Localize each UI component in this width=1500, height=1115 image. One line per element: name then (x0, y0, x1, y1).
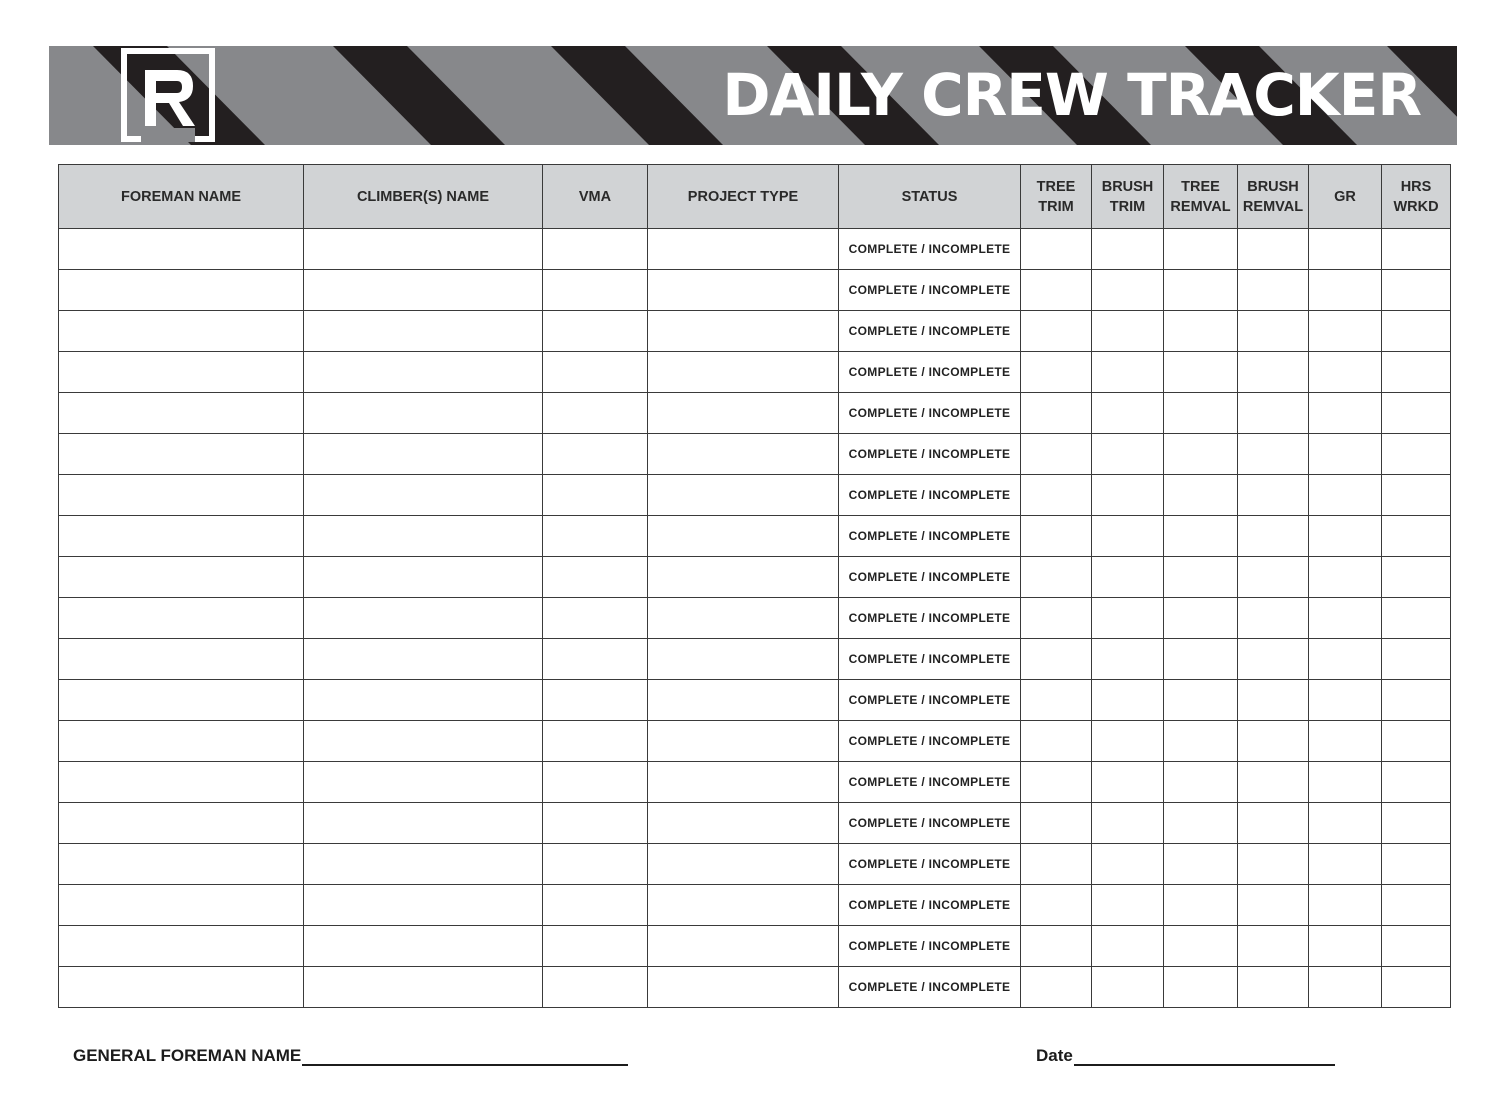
column-header-climbers (304, 165, 543, 229)
brush-remval-cell[interactable] (1238, 844, 1309, 885)
foreman-cell[interactable] (59, 885, 304, 926)
hrs-wrkd-cell[interactable] (1382, 721, 1451, 762)
column-header-vma (543, 165, 648, 229)
status-cell[interactable]: COMPLETE / INCOMPLETE (839, 680, 1021, 721)
tree-remval-cell[interactable] (1164, 967, 1238, 1008)
column-header-foreman (59, 165, 304, 229)
foreman-cell[interactable] (59, 598, 304, 639)
column-header-brush-trim (1092, 165, 1164, 229)
table-row (59, 393, 1451, 434)
table-header-row (59, 165, 1451, 229)
brush-trim-cell[interactable] (1092, 229, 1164, 270)
tree-trim-cell[interactable] (1021, 639, 1092, 680)
gr-cell[interactable] (1309, 721, 1382, 762)
table-row (59, 311, 1451, 352)
gr-cell[interactable] (1309, 270, 1382, 311)
tree-trim-cell[interactable] (1021, 229, 1092, 270)
project-type-cell[interactable] (648, 967, 839, 1008)
status-cell[interactable]: COMPLETE / INCOMPLETE (839, 475, 1021, 516)
tree-remval-cell[interactable] (1164, 762, 1238, 803)
column-header-text: BRUSH (1101, 178, 1154, 195)
date-line[interactable] (1074, 1044, 1335, 1066)
vma-cell[interactable] (543, 270, 648, 311)
table-row (59, 434, 1451, 475)
foreman-cell[interactable] (59, 434, 304, 475)
hrs-wrkd-cell[interactable] (1382, 762, 1451, 803)
gr-cell[interactable] (1309, 926, 1382, 967)
column-header-text: GR (1334, 188, 1356, 205)
column-header-text: STATUS (901, 188, 958, 205)
brush-trim-cell[interactable] (1092, 803, 1164, 844)
brush-trim-cell[interactable] (1092, 680, 1164, 721)
tree-trim-cell[interactable] (1021, 926, 1092, 967)
column-header-text: REMVAL (1170, 198, 1231, 215)
gr-cell[interactable] (1309, 229, 1382, 270)
gr-cell[interactable] (1309, 557, 1382, 598)
tree-trim-cell[interactable] (1021, 270, 1092, 311)
table-row (59, 926, 1451, 967)
status-cell[interactable]: COMPLETE / INCOMPLETE (839, 885, 1021, 926)
brush-remval-cell[interactable] (1238, 721, 1309, 762)
vma-cell[interactable] (543, 803, 648, 844)
tree-remval-cell[interactable] (1164, 393, 1238, 434)
column-header-text: BRUSH (1247, 178, 1299, 195)
brush-remval-cell[interactable] (1238, 639, 1309, 680)
vma-cell[interactable] (543, 557, 648, 598)
vma-cell[interactable] (543, 762, 648, 803)
gr-cell[interactable] (1309, 803, 1382, 844)
foreman-cell[interactable] (59, 557, 304, 598)
gr-cell[interactable] (1309, 680, 1382, 721)
tree-trim-cell[interactable] (1021, 721, 1092, 762)
gr-cell[interactable] (1309, 311, 1382, 352)
table-row (59, 680, 1451, 721)
hrs-wrkd-cell[interactable] (1382, 885, 1451, 926)
brush-trim-cell[interactable] (1092, 270, 1164, 311)
vma-cell[interactable] (543, 516, 648, 557)
brush-trim-cell[interactable] (1092, 393, 1164, 434)
vma-cell[interactable] (543, 393, 648, 434)
status-cell[interactable]: COMPLETE / INCOMPLETE (839, 803, 1021, 844)
brush-remval-cell[interactable] (1238, 926, 1309, 967)
column-header-text: HRS (1400, 178, 1432, 195)
gr-cell[interactable] (1309, 516, 1382, 557)
tree-remval-cell[interactable] (1164, 229, 1238, 270)
project-type-cell[interactable] (648, 680, 839, 721)
table-row (59, 270, 1451, 311)
column-header-text: TREE (1181, 178, 1220, 195)
tree-trim-cell[interactable] (1021, 516, 1092, 557)
brush-trim-cell[interactable] (1092, 926, 1164, 967)
climbers-cell[interactable] (304, 844, 543, 885)
brush-trim-cell[interactable] (1092, 352, 1164, 393)
brush-trim-cell[interactable] (1092, 721, 1164, 762)
status-cell[interactable]: COMPLETE / INCOMPLETE (839, 844, 1021, 885)
climbers-cell[interactable] (304, 762, 543, 803)
brush-trim-cell[interactable] (1092, 844, 1164, 885)
foreman-cell[interactable] (59, 475, 304, 516)
table-row (59, 557, 1451, 598)
hrs-wrkd-cell[interactable] (1382, 393, 1451, 434)
climbers-cell[interactable] (304, 926, 543, 967)
status-cell[interactable]: COMPLETE / INCOMPLETE (839, 229, 1021, 270)
date-label: Date (1036, 1046, 1073, 1065)
vma-cell[interactable] (543, 844, 648, 885)
gr-cell[interactable] (1309, 475, 1382, 516)
climbers-cell[interactable] (304, 475, 543, 516)
brush-remval-cell[interactable] (1238, 434, 1309, 475)
project-type-cell[interactable] (648, 926, 839, 967)
vma-cell[interactable] (543, 598, 648, 639)
brush-trim-cell[interactable] (1092, 762, 1164, 803)
climbers-cell[interactable] (304, 967, 543, 1008)
hrs-wrkd-cell[interactable] (1382, 844, 1451, 885)
project-type-cell[interactable] (648, 516, 839, 557)
brush-trim-cell[interactable] (1092, 557, 1164, 598)
project-type-cell[interactable] (648, 352, 839, 393)
tree-remval-cell[interactable] (1164, 352, 1238, 393)
table-row (59, 762, 1451, 803)
gr-cell[interactable] (1309, 598, 1382, 639)
table-row (59, 229, 1451, 270)
hrs-wrkd-cell[interactable] (1382, 516, 1451, 557)
brush-trim-cell[interactable] (1092, 434, 1164, 475)
brush-remval-cell[interactable] (1238, 680, 1309, 721)
hrs-wrkd-cell[interactable] (1382, 639, 1451, 680)
tree-trim-cell[interactable] (1021, 803, 1092, 844)
foreman-cell[interactable] (59, 803, 304, 844)
tree-remval-cell[interactable] (1164, 885, 1238, 926)
hrs-wrkd-cell[interactable] (1382, 311, 1451, 352)
table-row (59, 721, 1451, 762)
climbers-cell[interactable] (304, 598, 543, 639)
tree-remval-cell[interactable] (1164, 803, 1238, 844)
brush-remval-cell[interactable] (1238, 393, 1309, 434)
tree-trim-cell[interactable] (1021, 598, 1092, 639)
table-row (59, 885, 1451, 926)
foreman-cell[interactable] (59, 311, 304, 352)
gr-cell[interactable] (1309, 639, 1382, 680)
foreman-cell[interactable] (59, 639, 304, 680)
status-cell[interactable]: COMPLETE / INCOMPLETE (839, 557, 1021, 598)
status-cell[interactable]: COMPLETE / INCOMPLETE (839, 270, 1021, 311)
tree-remval-cell[interactable] (1164, 926, 1238, 967)
climbers-cell[interactable] (304, 311, 543, 352)
column-header-tree-trim (1021, 165, 1092, 229)
column-header-brush-remval (1238, 165, 1309, 229)
project-type-cell[interactable] (648, 803, 839, 844)
foreman-cell[interactable] (59, 393, 304, 434)
climbers-cell[interactable] (304, 270, 543, 311)
vma-cell[interactable] (543, 475, 648, 516)
vma-cell[interactable] (543, 967, 648, 1008)
project-type-cell[interactable] (648, 393, 839, 434)
climbers-cell[interactable] (304, 639, 543, 680)
gr-cell[interactable] (1309, 844, 1382, 885)
status-cell[interactable]: COMPLETE / INCOMPLETE (839, 598, 1021, 639)
table-row (59, 475, 1451, 516)
table-row (59, 352, 1451, 393)
project-type-cell[interactable] (648, 557, 839, 598)
project-type-cell[interactable] (648, 598, 839, 639)
hrs-wrkd-cell[interactable] (1382, 680, 1451, 721)
foreman-cell[interactable] (59, 844, 304, 885)
brush-remval-cell[interactable] (1238, 352, 1309, 393)
status-cell[interactable]: COMPLETE / INCOMPLETE (839, 352, 1021, 393)
brush-remval-cell[interactable] (1238, 270, 1309, 311)
crew-tracker-table (58, 164, 1451, 1008)
hrs-wrkd-cell[interactable] (1382, 270, 1451, 311)
status-cell[interactable]: COMPLETE / INCOMPLETE (839, 311, 1021, 352)
column-header-text: CLIMBER(S) NAME (356, 188, 490, 205)
company-logo-icon (121, 48, 215, 144)
column-header-status (839, 165, 1021, 229)
brush-remval-cell[interactable] (1238, 803, 1309, 844)
tree-trim-cell[interactable] (1021, 680, 1092, 721)
hrs-wrkd-cell[interactable] (1382, 229, 1451, 270)
foreman-cell[interactable] (59, 352, 304, 393)
project-type-cell[interactable] (648, 762, 839, 803)
tree-trim-cell[interactable] (1021, 557, 1092, 598)
vma-cell[interactable] (543, 721, 648, 762)
table-row (59, 639, 1451, 680)
brush-remval-cell[interactable] (1238, 885, 1309, 926)
climbers-cell[interactable] (304, 803, 543, 844)
status-cell[interactable]: COMPLETE / INCOMPLETE (839, 762, 1021, 803)
column-header-text: FOREMAN NAME (120, 188, 242, 205)
brush-trim-cell[interactable] (1092, 639, 1164, 680)
status-cell[interactable]: COMPLETE / INCOMPLETE (839, 393, 1021, 434)
brush-remval-cell[interactable] (1238, 311, 1309, 352)
brush-remval-cell[interactable] (1238, 762, 1309, 803)
brush-remval-cell[interactable] (1238, 967, 1309, 1008)
column-header-gr (1309, 165, 1382, 229)
gr-cell[interactable] (1309, 434, 1382, 475)
brush-trim-cell[interactable] (1092, 885, 1164, 926)
project-type-cell[interactable] (648, 270, 839, 311)
column-header-hrs-wrkd (1382, 165, 1451, 229)
brush-remval-cell[interactable] (1238, 598, 1309, 639)
vma-cell[interactable] (543, 926, 648, 967)
tree-remval-cell[interactable] (1164, 639, 1238, 680)
project-type-cell[interactable] (648, 475, 839, 516)
project-type-cell[interactable] (648, 844, 839, 885)
foreman-cell[interactable] (59, 762, 304, 803)
vma-cell[interactable] (543, 434, 648, 475)
table-row (59, 598, 1451, 639)
climbers-cell[interactable] (304, 885, 543, 926)
tree-trim-cell[interactable] (1021, 434, 1092, 475)
column-header-project-type (648, 165, 839, 229)
column-header-text: VMA (578, 188, 612, 205)
column-header-text: TREE (1036, 178, 1076, 195)
foreman-cell[interactable] (59, 680, 304, 721)
vma-cell[interactable] (543, 229, 648, 270)
column-header-text: WRKD (1393, 198, 1439, 215)
status-cell[interactable]: COMPLETE / INCOMPLETE (839, 721, 1021, 762)
brush-remval-cell[interactable] (1238, 516, 1309, 557)
general-foreman-label: GENERAL FOREMAN NAME (73, 1046, 302, 1065)
climbers-cell[interactable] (304, 680, 543, 721)
tree-remval-cell[interactable] (1164, 721, 1238, 762)
brush-trim-cell[interactable] (1092, 311, 1164, 352)
tree-remval-cell[interactable] (1164, 311, 1238, 352)
project-type-cell[interactable] (648, 311, 839, 352)
project-type-cell[interactable] (648, 639, 839, 680)
tree-trim-cell[interactable] (1021, 311, 1092, 352)
brush-trim-cell[interactable] (1092, 967, 1164, 1008)
tree-remval-cell[interactable] (1164, 475, 1238, 516)
vma-cell[interactable] (543, 352, 648, 393)
gr-cell[interactable] (1309, 393, 1382, 434)
hrs-wrkd-cell[interactable] (1382, 967, 1451, 1008)
brush-trim-cell[interactable] (1092, 516, 1164, 557)
brush-remval-cell[interactable] (1238, 229, 1309, 270)
brush-trim-cell[interactable] (1092, 475, 1164, 516)
vma-cell[interactable] (543, 311, 648, 352)
column-header-tree-remval (1164, 165, 1238, 229)
tree-remval-cell[interactable] (1164, 434, 1238, 475)
gr-cell[interactable] (1309, 352, 1382, 393)
climbers-cell[interactable] (304, 393, 543, 434)
tree-trim-cell[interactable] (1021, 475, 1092, 516)
foreman-cell[interactable] (59, 926, 304, 967)
tree-remval-cell[interactable] (1164, 270, 1238, 311)
table-row (59, 516, 1451, 557)
hrs-wrkd-cell[interactable] (1382, 926, 1451, 967)
column-header-text: TRIM (1038, 198, 1074, 215)
status-cell[interactable]: COMPLETE / INCOMPLETE (839, 967, 1021, 1008)
brush-remval-cell[interactable] (1238, 475, 1309, 516)
climbers-cell[interactable] (304, 516, 543, 557)
tree-trim-cell[interactable] (1021, 352, 1092, 393)
tree-trim-cell[interactable] (1021, 885, 1092, 926)
project-type-cell[interactable] (648, 434, 839, 475)
hrs-wrkd-cell[interactable] (1382, 557, 1451, 598)
tree-trim-cell[interactable] (1021, 844, 1092, 885)
foreman-cell[interactable] (59, 229, 304, 270)
tree-trim-cell[interactable] (1021, 762, 1092, 803)
tree-remval-cell[interactable] (1164, 680, 1238, 721)
hrs-wrkd-cell[interactable] (1382, 434, 1451, 475)
climbers-cell[interactable] (304, 557, 543, 598)
general-foreman-field[interactable] (73, 1044, 628, 1066)
tree-remval-cell[interactable] (1164, 516, 1238, 557)
tree-remval-cell[interactable] (1164, 844, 1238, 885)
foreman-cell[interactable] (59, 967, 304, 1008)
status-cell[interactable]: COMPLETE / INCOMPLETE (839, 926, 1021, 967)
tree-remval-cell[interactable] (1164, 598, 1238, 639)
status-cell[interactable]: COMPLETE / INCOMPLETE (839, 434, 1021, 475)
hrs-wrkd-cell[interactable] (1382, 475, 1451, 516)
climbers-cell[interactable] (304, 352, 543, 393)
hrs-wrkd-cell[interactable] (1382, 803, 1451, 844)
page-title: DAILY CREW TRACKER (722, 61, 1421, 129)
gr-cell[interactable] (1309, 885, 1382, 926)
vma-cell[interactable] (543, 639, 648, 680)
gr-cell[interactable] (1309, 967, 1382, 1008)
climbers-cell[interactable] (304, 434, 543, 475)
foreman-cell[interactable] (59, 516, 304, 557)
header-banner (49, 46, 1457, 145)
tree-trim-cell[interactable] (1021, 393, 1092, 434)
table-row (59, 803, 1451, 844)
gr-cell[interactable] (1309, 762, 1382, 803)
status-cell[interactable]: COMPLETE / INCOMPLETE (839, 639, 1021, 680)
column-header-text: PROJECT TYPE (687, 188, 799, 205)
date-field[interactable] (1036, 1044, 1335, 1066)
tree-trim-cell[interactable] (1021, 967, 1092, 1008)
table-row (59, 967, 1451, 1008)
tree-remval-cell[interactable] (1164, 557, 1238, 598)
climbers-cell[interactable] (304, 721, 543, 762)
project-type-cell[interactable] (648, 885, 839, 926)
vma-cell[interactable] (543, 680, 648, 721)
brush-remval-cell[interactable] (1238, 557, 1309, 598)
hrs-wrkd-cell[interactable] (1382, 598, 1451, 639)
hrs-wrkd-cell[interactable] (1382, 352, 1451, 393)
foreman-cell[interactable] (59, 270, 304, 311)
project-type-cell[interactable] (648, 229, 839, 270)
vma-cell[interactable] (543, 885, 648, 926)
general-foreman-line[interactable] (302, 1044, 628, 1066)
status-cell[interactable]: COMPLETE / INCOMPLETE (839, 516, 1021, 557)
table-row (59, 844, 1451, 885)
project-type-cell[interactable] (648, 721, 839, 762)
climbers-cell[interactable] (304, 229, 543, 270)
column-header-text: TRIM (1109, 198, 1146, 215)
foreman-cell[interactable] (59, 721, 304, 762)
column-header-text: REMVAL (1242, 198, 1304, 215)
brush-trim-cell[interactable] (1092, 598, 1164, 639)
